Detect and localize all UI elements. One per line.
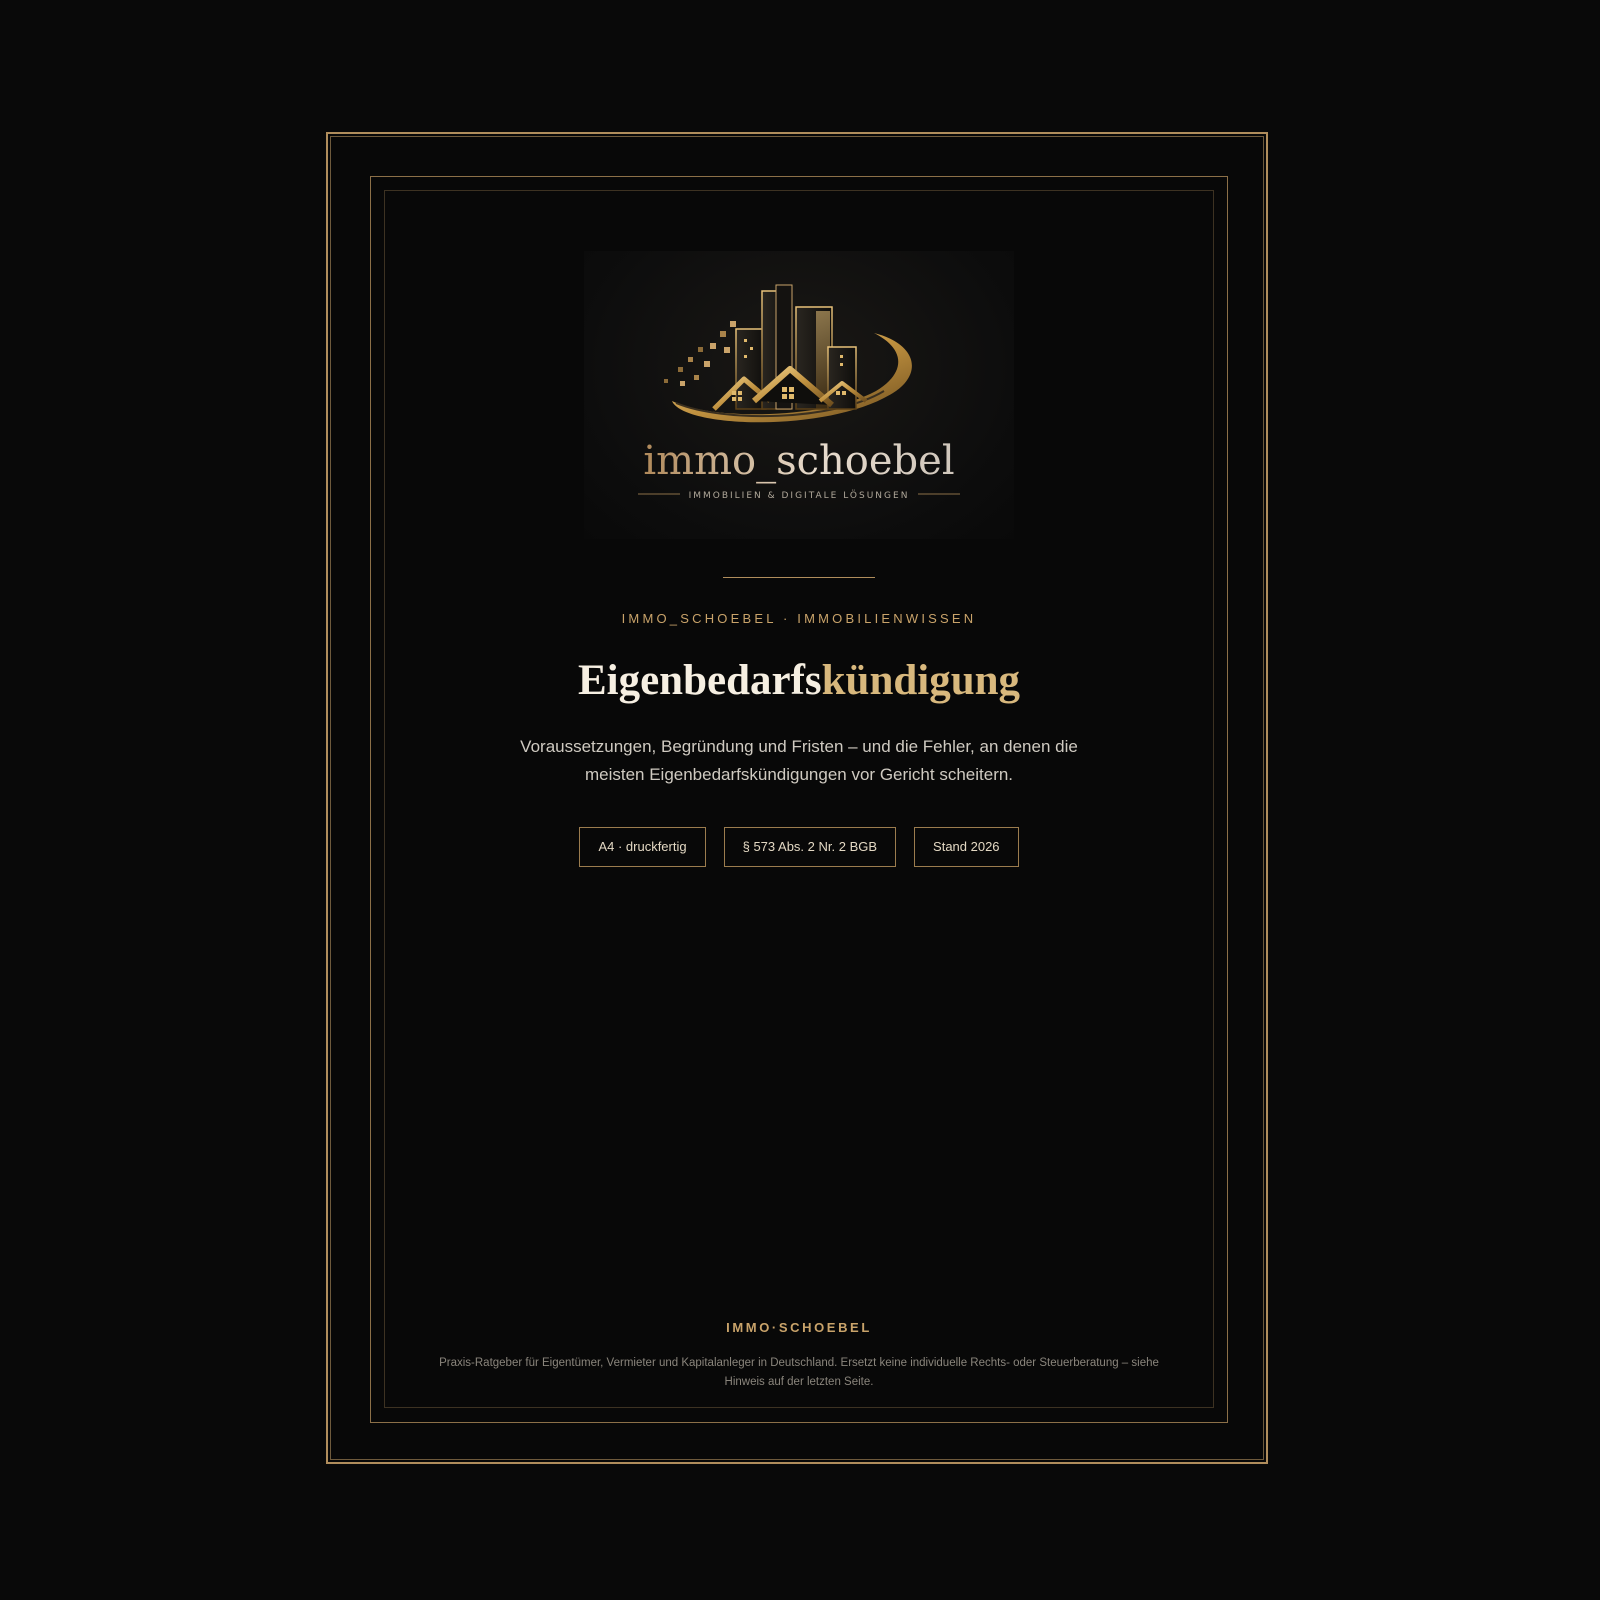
tag-format: A4 · druckfertig	[579, 827, 705, 867]
city-skyline-houses-swoosh-icon	[584, 251, 1014, 539]
footer-brand: IMMO·SCHOEBEL	[726, 1320, 872, 1335]
title-part-1: Eigenbedarfs	[577, 657, 822, 704]
tag-version: Stand 2026	[914, 827, 1019, 867]
subtitle: Voraussetzungen, Begründung und Fristen – und die Fehler, an denen die meisten Eigenbedarfskündigungen vor Gericht scheitern.	[520, 737, 1078, 784]
title-part-2-accent: kündigung	[821, 657, 1021, 704]
gold-divider	[723, 577, 875, 578]
svg-text:IMMOBILIEN & DIGITALE LÖSUNGEN: IMMOBILIEN & DIGITALE LÖSUNGEN	[688, 491, 910, 501]
kicker-label: IMMO_SCHOEBEL · IMMOBILIENWISSEN	[621, 611, 977, 626]
brand-logo	[584, 251, 1014, 539]
footer-disclaimer: Praxis-Ratgeber für Eigentümer, Vermieter und Kapitalanleger in Deutschland. Ersetzt keine individuelle Rechts- oder Steuerberatung – siehe Hinweis auf der letzten Seite.	[439, 1357, 1159, 1388]
tag-law-reference: § 573 Abs. 2 Nr. 2 BGB	[724, 827, 896, 867]
page-title	[384, 656, 1214, 705]
tag-row	[384, 827, 1214, 867]
svg-text:immo_schoebel: immo_schoebel	[643, 438, 955, 484]
